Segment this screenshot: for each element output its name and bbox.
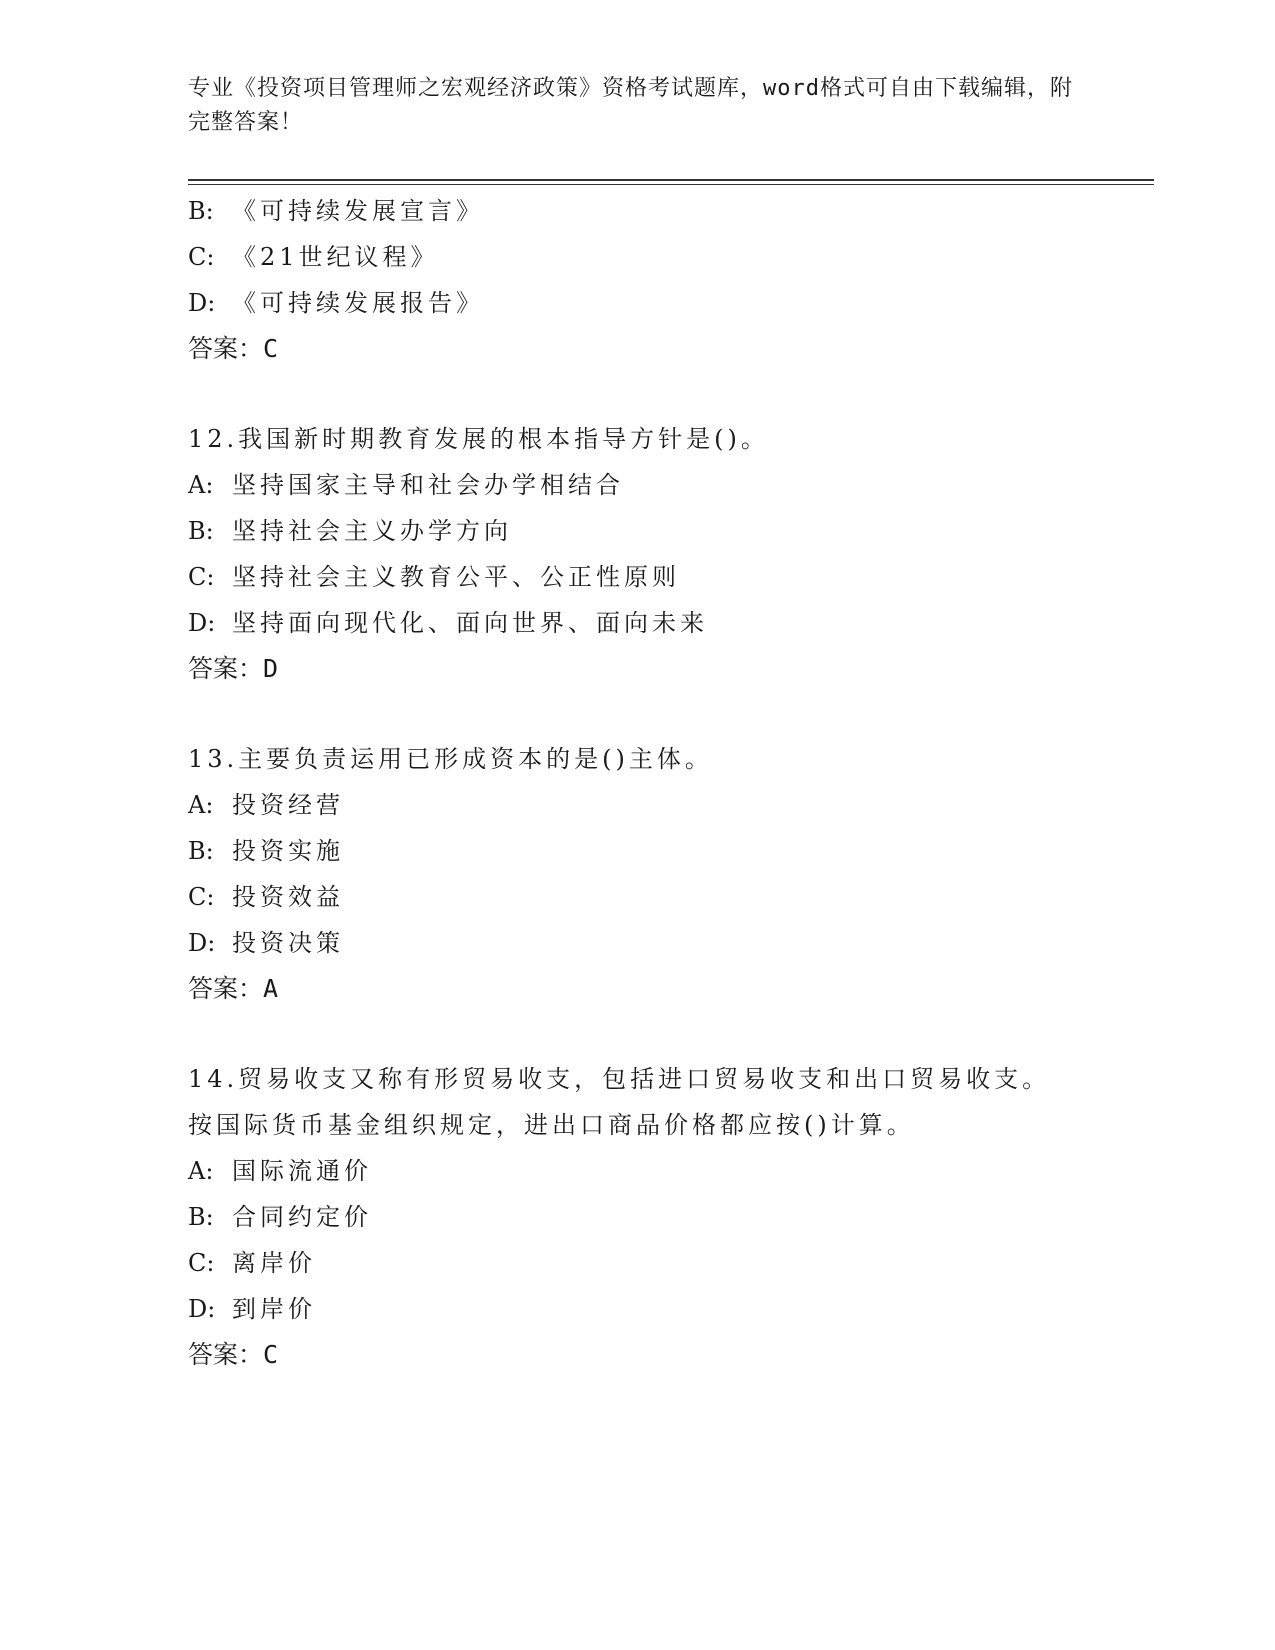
option-c: C: 《21世纪议程》 bbox=[188, 243, 439, 271]
option-d: D: 《可持续发展报告》 bbox=[188, 289, 484, 317]
document-header: 专业《投资项目管理师之宏观经济政策》资格考试题库，word格式可自由下载编辑，附完整答案！ bbox=[188, 76, 1073, 135]
option-a: A: 国际流通价 bbox=[188, 1157, 372, 1185]
question-stem-line-1: 14.贸易收支又称有形贸易收支，包括进口贸易收支和出口贸易收支。 bbox=[188, 1065, 1051, 1093]
question-stem: 13.主要负责运用已形成资本的是()主体。 bbox=[188, 745, 713, 773]
question-12 bbox=[188, 416, 1148, 692]
answer-line: 答案：C bbox=[188, 1340, 279, 1369]
option-c: C: 离岸价 bbox=[188, 1249, 316, 1277]
question-stem-line-2: 按国际货币基金组织规定，进出口商品价格都应按()计算。 bbox=[188, 1111, 915, 1139]
answer-line: 答案：D bbox=[188, 654, 279, 683]
question-continued bbox=[188, 188, 1148, 372]
option-a: A: 坚持国家主导和社会办学相结合 bbox=[188, 471, 624, 499]
spacer bbox=[188, 1012, 1148, 1056]
header-divider-thick bbox=[188, 179, 1154, 181]
answer-line: 答案：A bbox=[188, 974, 279, 1003]
option-b: B: 《可持续发展宣言》 bbox=[188, 197, 484, 225]
option-c: C: 坚持社会主义教育公平、公正性原则 bbox=[188, 563, 680, 591]
question-14 bbox=[188, 1056, 1148, 1378]
option-d: D: 坚持面向现代化、面向世界、面向未来 bbox=[188, 609, 708, 637]
option-d: D: 到岸价 bbox=[188, 1295, 316, 1323]
option-b: B: 坚持社会主义办学方向 bbox=[188, 517, 512, 545]
question-stem: 12.我国新时期教育发展的根本指导方针是()。 bbox=[188, 425, 769, 453]
option-d: D: 投资决策 bbox=[188, 929, 344, 957]
answer-line: 答案：C bbox=[188, 334, 279, 363]
question-13 bbox=[188, 736, 1148, 1012]
spacer bbox=[188, 692, 1148, 736]
option-a: A: 投资经营 bbox=[188, 791, 344, 819]
option-b: B: 投资实施 bbox=[188, 837, 344, 865]
header-divider-thin bbox=[188, 184, 1154, 185]
spacer bbox=[188, 372, 1148, 416]
option-b: B: 合同约定价 bbox=[188, 1203, 372, 1231]
option-c: C: 投资效益 bbox=[188, 883, 344, 911]
question-list bbox=[188, 188, 1148, 1378]
